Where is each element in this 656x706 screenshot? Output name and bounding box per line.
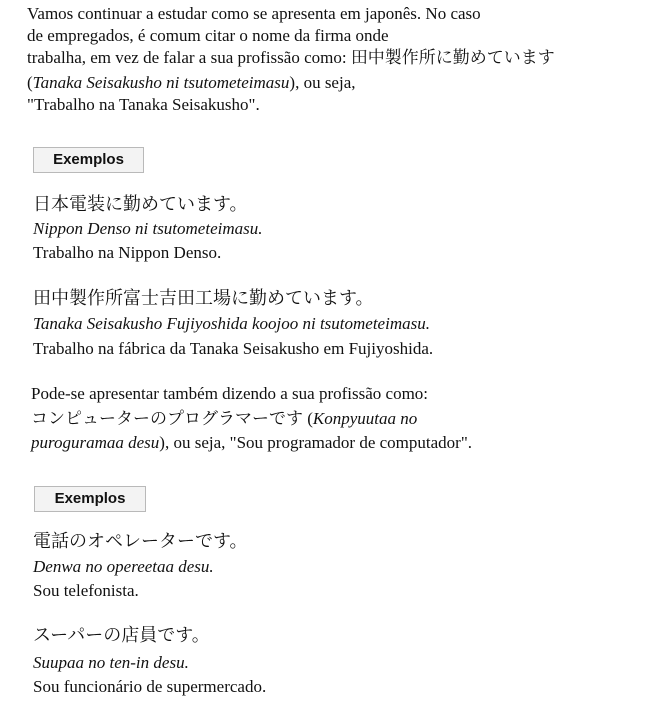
middle-line-3-romaji: puroguramaa desu [31,433,160,452]
intro-line-1: Vamos continuar a estudar como se apresenta em japonês. No caso [27,4,481,23]
examples-button-2[interactable]: Exemplos [34,486,146,512]
examples-button-1[interactable]: Exemplos [33,147,144,173]
intro-line-4-close: ), ou seja, [289,73,356,92]
example-japanese: 電話のオペレーターです。 [33,531,248,552]
intro-line-4 [27,73,356,93]
example-translation: Sou funcionário de supermercado. [33,677,267,696]
middle-line-3: puroguramaa desu), ou seja, "Sou programador de computador". [31,433,473,452]
example-japanese: 田中製作所富士吉田工場に勤めています。 [33,288,374,309]
example-translation: Trabalho na fábrica da Tanaka Seisakusho em Fujiyoshida. [33,339,434,358]
example-japanese: スーパーの店員です。 [33,625,210,646]
example-romaji: Tanaka Seisakusho Fujiyoshida koojoo ni tsutometeimasu. [33,314,430,333]
example-translation: Trabalho na Nippon Denso. [33,243,222,262]
intro-line-2: de empregados, é comum citar o nome da firma onde [27,26,389,45]
middle-line-2-japanese: コンピューターのプログラマーです [31,409,303,429]
intro-line-3-japanese: 田中製作所に勤めています [350,48,555,68]
middle-line-1: Pode-se apresentar também dizendo a sua profissão como: [31,384,429,403]
intro-line-5: "Trabalho na Tanaka Seisakusho". [27,95,260,114]
example-japanese: 日本電装に勤めています。 [33,194,248,215]
intro-line-4-romaji: Tanaka Seisakusho ni tsutometeimasu [32,73,290,92]
example-translation: Sou telefonista. [33,581,139,600]
example-romaji: Suupaa no ten-in desu. [33,653,189,672]
middle-line-2-romaji: Konpyuutaa no [312,409,418,428]
intro-line-4-open: ( [27,73,33,92]
intro-line-3-text: trabalha, em vez de falar a sua profissão como: [27,48,351,67]
example-romaji: Nippon Denso ni tsutometeimasu. [33,219,263,238]
intro-line-3 [27,48,555,68]
middle-line-2: コンピューターのプログラマーです (Konpyuutaa no [31,409,418,429]
example-romaji: Denwa no opereetaa desu. [33,557,214,576]
